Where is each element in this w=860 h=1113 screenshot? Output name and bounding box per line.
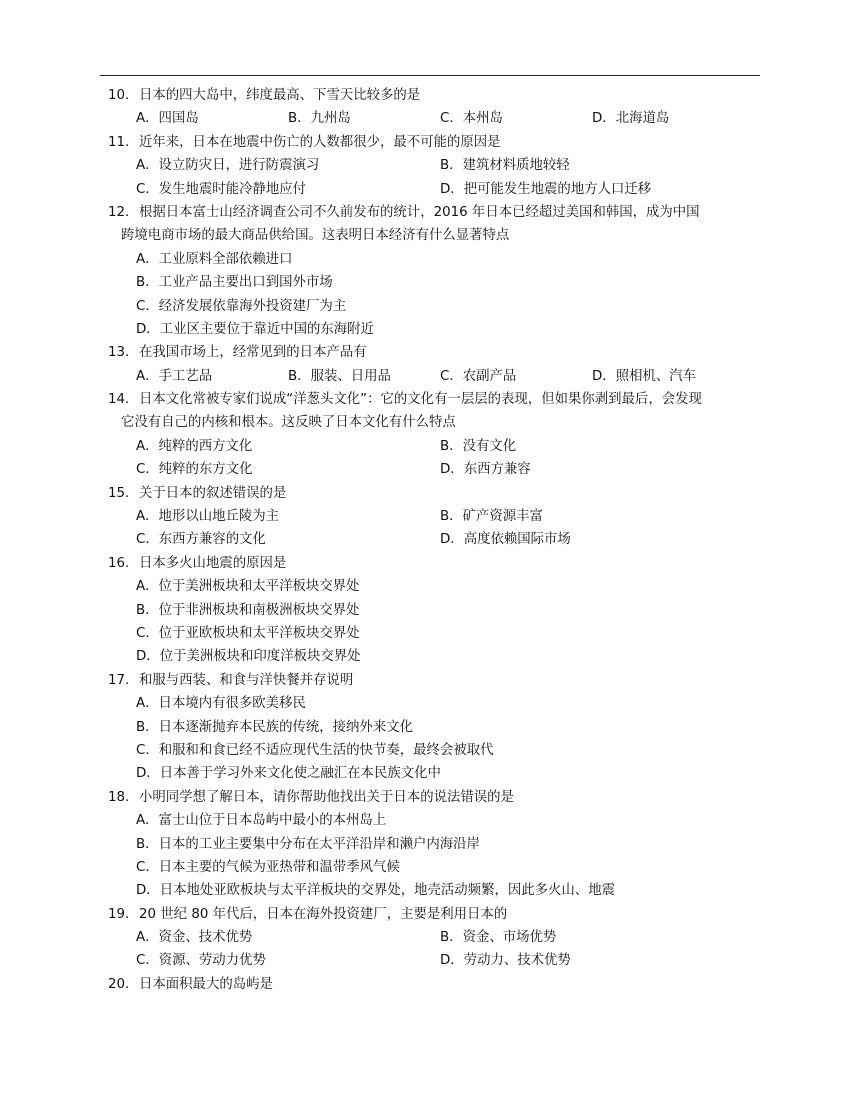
question-stem: 日本文化常被专家们说成“洋葱头文化”：它的文化有一层层的表现，但如果你剥到最后，会发现: [139, 392, 702, 408]
option-d[interactable]: D．照相机、汽车: [592, 368, 697, 384]
option-a[interactable]: A．手工艺品: [136, 368, 213, 384]
question-stem: 近年来，日本在地震中伤亡的人数都很少，最不可能的原因是: [139, 134, 501, 150]
question-stem: 日本面积最大的岛屿是: [139, 976, 273, 992]
question-stem: 根据日本富士山经济调查公司不久前发布的统计，2016 年日本已经超过美国和韩国，成为中国: [139, 204, 700, 220]
question-16: [108, 552, 760, 669]
question-stem: 和服与西装、和食与洋快餐并存说明: [139, 672, 354, 688]
option-d[interactable]: D．工业区主要位于靠近中国的东海附近: [136, 321, 374, 337]
option-a[interactable]: A．富士山位于日本岛屿中最小的本州岛上: [136, 813, 387, 829]
question-number: 17.: [108, 672, 130, 688]
option-c[interactable]: C．本州岛: [440, 111, 503, 127]
question-number: 15.: [108, 485, 130, 501]
question-stem: 关于日本的叙述错误的是: [139, 485, 287, 501]
question-11: [108, 131, 760, 201]
option-c[interactable]: C．发生地震时能冷静地应付: [136, 181, 307, 197]
option-c[interactable]: C．资源、劳动力优势: [136, 953, 266, 969]
question-18: [108, 786, 760, 903]
option-d[interactable]: D．位于美洲板块和印度洋板块交界处: [136, 649, 361, 665]
question-15: [108, 482, 760, 552]
question-12: [108, 201, 760, 341]
option-b[interactable]: B．位于非洲板块和南极洲板块交界处: [136, 602, 360, 618]
option-a[interactable]: A．设立防灾日，进行防震演习: [136, 158, 320, 174]
question-stem: 小明同学想了解日本，请你帮助他找出关于日本的说法错误的是: [139, 789, 514, 805]
option-c[interactable]: C．日本主要的气候为亚热带和温带季风气候: [136, 859, 400, 875]
question-17: [108, 669, 760, 786]
question-stem: 在我国市场上，经常见到的日本产品有: [139, 345, 367, 361]
question-sheet: [108, 84, 760, 996]
option-d[interactable]: D．日本善于学习外来文化使之融汇在本民族文化中: [136, 766, 441, 782]
option-c[interactable]: C．农副产品: [440, 368, 517, 384]
question-number: 20.: [108, 976, 130, 992]
question-19: [108, 903, 760, 973]
question-number: 13.: [108, 345, 130, 361]
option-c[interactable]: C．纯粹的东方文化: [136, 462, 253, 478]
question-stem-continued: 它没有自己的内核和根本。这反映了日本文化有什么特点: [121, 415, 456, 431]
option-a[interactable]: A．日本境内有很多欧美移民: [136, 696, 306, 712]
question-stem: 日本的四大岛中，纬度最高、下雪天比较多的是: [139, 88, 421, 103]
option-a[interactable]: A．工业原料全部依赖进口: [136, 251, 293, 267]
question-20: [108, 973, 760, 996]
question-13: [108, 341, 760, 388]
question-stem-continued: 跨境电商市场的最大商品供给国。这表明日本经济有什么显著特点: [121, 228, 510, 244]
option-c[interactable]: C．经济发展依靠海外投资建厂为主: [136, 298, 347, 314]
option-c[interactable]: C．位于亚欧板块和太平洋板块交界处: [136, 625, 360, 641]
option-a[interactable]: A．地形以山地丘陵为主: [136, 509, 280, 525]
header-rule: [100, 75, 760, 76]
question-number: 14.: [108, 392, 130, 408]
question-number: 19.: [108, 906, 130, 922]
question-number: 16.: [108, 555, 130, 571]
question-14: [108, 388, 760, 482]
option-d[interactable]: D．东西方兼容: [440, 462, 531, 478]
question-number: 11.: [108, 134, 130, 150]
option-b[interactable]: B．建筑材料质地较轻: [440, 158, 570, 174]
option-b[interactable]: B．九州岛: [288, 111, 351, 127]
option-a[interactable]: A．四国岛: [136, 111, 199, 127]
question-stem: 20 世纪 80 年代后，日本在海外投资建厂，主要是利用日本的: [139, 906, 508, 922]
option-a[interactable]: A．纯粹的西方文化: [136, 438, 253, 454]
option-c[interactable]: C．和服和和食已经不适应现代生活的快节奏，最终会被取代: [136, 742, 494, 758]
option-b[interactable]: B．资金、市场优势: [440, 930, 557, 946]
question-stem: 日本多火山地震的原因是: [139, 555, 287, 571]
option-b[interactable]: B．工业产品主要出口到国外市场: [136, 275, 333, 291]
option-b[interactable]: B．日本的工业主要集中分布在太平洋沿岸和濑户内海沿岸: [136, 836, 480, 852]
option-b[interactable]: B．矿产资源丰富: [440, 509, 543, 525]
option-a[interactable]: A．位于美洲板块和太平洋板块交界处: [136, 579, 360, 595]
option-d[interactable]: D．高度依赖国际市场: [440, 532, 571, 548]
option-d[interactable]: D．把可能发生地震的地方人口迁移: [440, 181, 652, 197]
option-b[interactable]: B．日本逐渐抛弃本民族的传统，接纳外来文化: [136, 719, 413, 735]
option-a[interactable]: A．资金、技术优势: [136, 930, 253, 946]
question-number: 10.: [108, 88, 130, 103]
option-d[interactable]: D．北海道岛: [592, 111, 670, 127]
option-d[interactable]: D．日本地处亚欧板块与太平洋板块的交界处，地壳活动频繁，因此多火山、地震: [136, 883, 615, 899]
option-b[interactable]: B．服装、日用品: [288, 368, 391, 384]
question-number: 18.: [108, 789, 130, 805]
option-b[interactable]: B．没有文化: [440, 438, 517, 454]
question-number: 12.: [108, 204, 130, 220]
option-d[interactable]: D．劳动力、技术优势: [440, 953, 571, 969]
option-c[interactable]: C．东西方兼容的文化: [136, 532, 266, 548]
question-10: [108, 84, 760, 131]
